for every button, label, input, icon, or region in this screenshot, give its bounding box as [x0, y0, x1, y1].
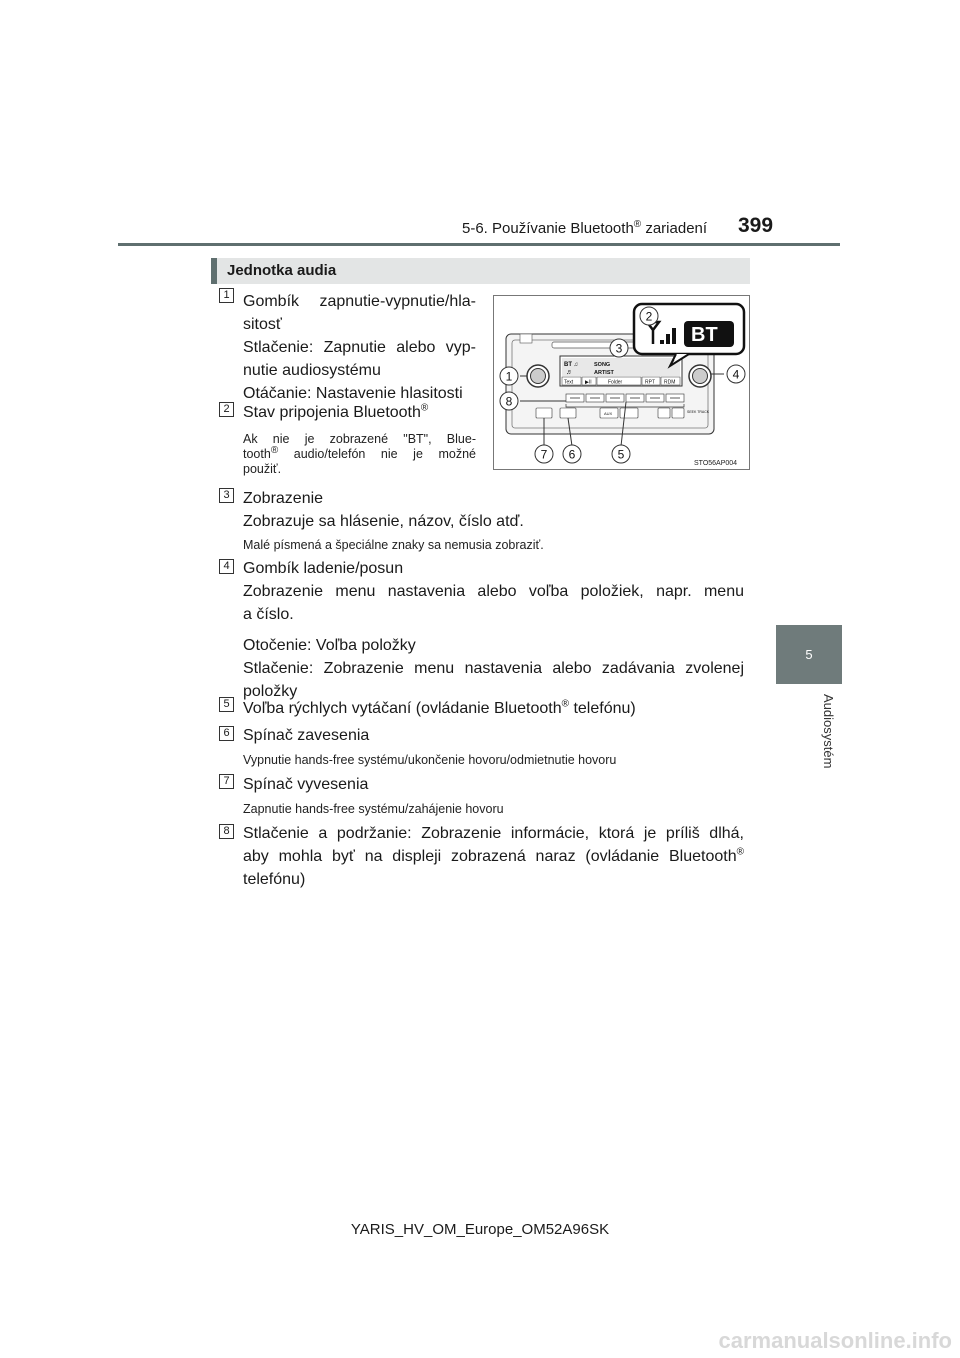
- section-title: Jednotka audia: [211, 258, 750, 284]
- btn-folder-label: Folder: [608, 379, 623, 386]
- chapter-tab-label: Audiosystém: [821, 694, 836, 769]
- item-3: Zobrazenie Zobrazuje sa hlásenie, názov, číslo atď.: [243, 490, 524, 530]
- callout-2: 2: [645, 309, 653, 324]
- bt-indicator-label: BT: [691, 324, 718, 346]
- item-6-title: Spínač zavesenia: [243, 727, 370, 744]
- item-8: Stlačenie a podržanie: Zobrazenie informácie, ktorá je príliš dlhá, aby mohla byť na displeji zobrazená naraz (ovládanie Bluetooth® telefónu): [243, 825, 744, 888]
- watermark: carmanualsonline.info: [718, 1328, 952, 1353]
- item-7-note: Zapnutie hands-free systému/zahájenie hovoru: [243, 802, 504, 816]
- btn-text-label: Text: [564, 379, 574, 386]
- header-rule: [118, 243, 840, 246]
- item-number-1: 1: [219, 288, 234, 303]
- chapter-tab: 5: [776, 625, 842, 684]
- item-number-6: 6: [219, 726, 234, 741]
- running-header: 5-6. Používanie Bluetooth® zariadení: [462, 219, 708, 237]
- item-number-4: 4: [219, 559, 234, 574]
- item-7-title: Spínač vyvesenia: [243, 776, 369, 793]
- item-2-title: Stav pripojenia Bluetooth®: [243, 402, 429, 421]
- btn-rdm-label: RDM: [664, 379, 676, 386]
- item-5: Voľba rýchlych vytáčaní (ovládanie Bluetooth® telefónu): [243, 698, 636, 717]
- callout-8: 8: [505, 394, 513, 409]
- callout-6: 6: [568, 447, 576, 462]
- item-1: Gombík zapnutie-vypnutie/hla- sitosť Stlačenie: Zapnutie alebo vyp- nutie audiosystému Otáčanie: Nastavenie hlasitosti: [243, 293, 476, 402]
- callout-3: 3: [615, 341, 623, 356]
- watermark-area: [0, 1318, 960, 1358]
- callout-1: 1: [505, 369, 513, 384]
- document-footer: YARIS_HV_OM_Europe_OM52A96SK: [350, 1221, 610, 1238]
- callout-5: 5: [617, 447, 625, 462]
- audio-unit-figure: [493, 295, 750, 470]
- display-artist: ARTIST: [594, 370, 614, 376]
- item-number-3: 3: [219, 488, 234, 503]
- figure-code: STO56AP004: [694, 460, 738, 467]
- btn-aux-label: AUX: [604, 411, 613, 416]
- svg-text:BT ♫: BT ♫: [564, 362, 579, 368]
- display-song: SONG: [594, 362, 611, 368]
- item-number-5: 5: [219, 697, 234, 712]
- item-3-note: Malé písmená a špeciálne znaky sa nemusia zobraziť.: [243, 538, 544, 552]
- btn-rpt-label: RPT: [645, 379, 655, 386]
- callout-4: 4: [732, 367, 740, 382]
- item-2-note: Ak nie je zobrazené "BT", Blue- tooth® audio/telefón nie je možné použiť.: [243, 432, 476, 476]
- item-number-8: 8: [219, 824, 234, 839]
- item-number-2: 2: [219, 402, 234, 417]
- btn-seek-label: SEEK TRACK: [687, 410, 710, 414]
- item-6-note: Vypnutie hands-free systému/ukončenie hovoru/odmietnutie hovoru: [243, 753, 617, 767]
- page-number: 399: [738, 214, 774, 237]
- callout-7: 7: [540, 447, 548, 462]
- item-number-7: 7: [219, 774, 234, 789]
- item-4: Gombík ladenie/posun Zobrazenie menu nastavenia alebo voľba položiek, napr. menu a číslo. Otočenie: Voľba položky Stlačenie: Zobrazenie menu nastavenia alebo zadávania zvolenej položky: [243, 560, 744, 700]
- audio-unit-illustration: [494, 296, 749, 469]
- svg-text:▶II: ▶II: [585, 379, 592, 386]
- svg-text:♬: ♬: [566, 369, 573, 376]
